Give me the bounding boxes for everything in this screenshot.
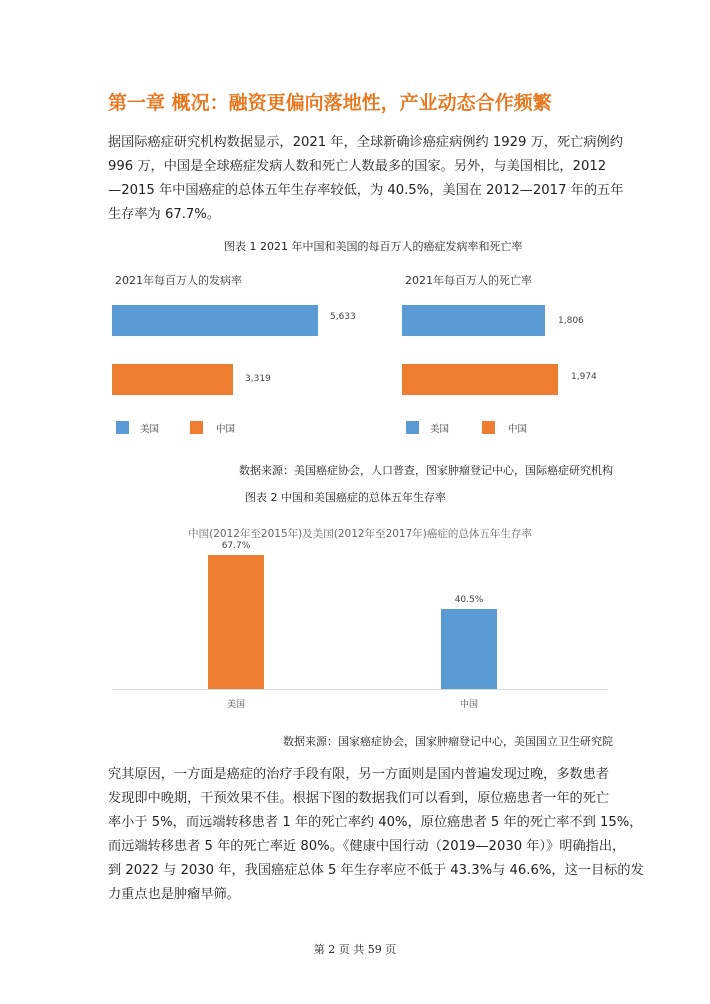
figure2-source: 数据来源：国家癌症协会，国家肿瘤登记中心，美国国立卫生研究院: [283, 735, 613, 748]
survival-axis-line: [112, 689, 608, 690]
incidence-us-bar: [112, 305, 318, 336]
closing-line: 发现即中晚期，干预效果不佳。根据下图的数据我们可以看到，原位癌患者一年的死亡: [108, 791, 610, 806]
closing-paragraph: [108, 763, 644, 907]
mortality-us-value: 1,806: [558, 316, 584, 326]
mortality-chart-title: 2021年每百万人的死亡率: [405, 274, 532, 287]
incidence-chart-title: 2021年每百万人的发病率: [115, 274, 242, 287]
survival-us-bar: [208, 555, 264, 689]
legend-cn-label: 中国: [508, 424, 528, 435]
closing-line: 究其原因，一方面是癌症的治疗手段有限，另一方面则是国内普遍发现过晚，多数患者: [108, 767, 610, 782]
legend-us-swatch: [406, 421, 419, 434]
mortality-us-bar: [402, 305, 545, 336]
closing-line: 而远端转移患者 5 年的死亡率近 80%。《健康中国行动（2019—2030 年）》明确指出，: [108, 839, 626, 854]
figure2-caption: 图表 2 中国和美国癌症的总体五年生存率: [245, 491, 446, 504]
figure1-source: 数据来源：美国癌症协会，人口普查，图家肿瘤登记中心，国际癌症研究机构: [239, 464, 613, 477]
closing-line: 力重点也是肿瘤早筛。: [108, 887, 240, 902]
mortality-cn-bar: [402, 364, 558, 395]
survival-cn-bar: [441, 609, 497, 689]
incidence-us-value: 5,633: [330, 312, 356, 322]
figure1-caption: 图表 1 2021 年中国和美国的每百万人的癌症发病率和死亡率: [224, 240, 523, 253]
survival-us-category: 美国: [226, 700, 245, 710]
legend-us-swatch: [116, 421, 129, 434]
mortality-chart: [398, 268, 608, 448]
intro-line: 据国际癌症研究机构数据显示，2021 年，全球新确诊癌症病例约 1929 万，死亡病例约: [108, 135, 623, 150]
survival-cn-category: 中国: [459, 700, 478, 710]
incidence-cn-value: 3,319: [245, 374, 271, 384]
chapter-title: 第一章 概况：融资更偏向落地性，产业动态合作频繁: [108, 92, 552, 114]
survival-us-value: 67.7%: [221, 541, 251, 551]
incidence-chart: [108, 268, 378, 448]
mortality-cn-value: 1,974: [571, 372, 597, 382]
closing-line: 到 2022 与 2030 年，我国癌症总体 5 年生存率应不低于 43.3%与 46.6%，这一目标的发: [108, 863, 644, 878]
closing-line: 率小于 5%，而远端转移患者 1 年的死亡率约 40%，原位癌患者 5 年的死亡率不到 15%，: [108, 815, 643, 830]
page-footer: 第 2 页 共 59 页: [313, 943, 397, 956]
legend-cn-swatch: [482, 421, 495, 434]
legend-cn-label: 中国: [216, 424, 236, 435]
intro-line: 996 万，中国是全球癌症发病人数和死亡人数最多的国家。另外，与美国相比，2012: [108, 159, 607, 174]
survival-chart: [112, 520, 608, 715]
incidence-cn-bar: [112, 364, 233, 395]
legend-cn-swatch: [190, 421, 203, 434]
intro-paragraph: [108, 131, 624, 227]
legend-us-label: 美国: [140, 424, 160, 435]
survival-chart-title: 中国(2012年至2015年)及美国(2012年至2017年)癌症的总体五年生存率: [188, 528, 532, 540]
intro-line: —2015 年中国癌症的总体五年生存率较低，为 40.5%，美国在 2012—2017 年的五年: [108, 183, 624, 198]
intro-line: 生存率为 67.7%。: [108, 207, 221, 222]
legend-us-label: 美国: [430, 424, 450, 435]
survival-cn-value: 40.5%: [454, 595, 484, 605]
